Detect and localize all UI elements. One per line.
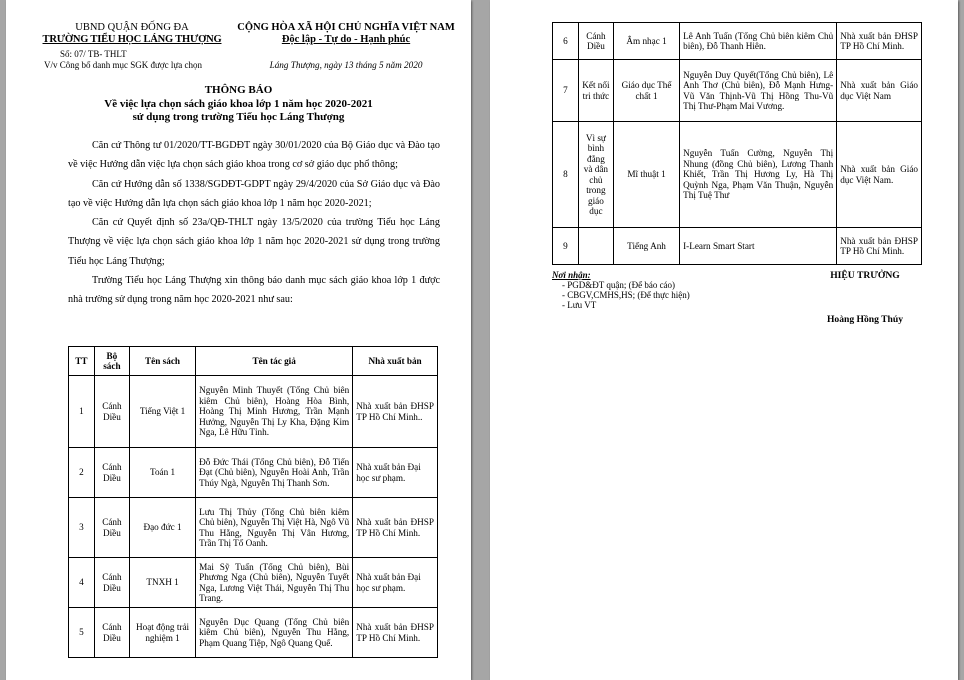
table-row [69,558,438,608]
notice-subtitle-1: Về việc lựa chọn sách giáo khoa lớp 1 năm học 2020-2021 [104,98,373,110]
cell-nxb: Nhà xuất bản ĐHSP TP Hồ Chí Minh. [837,228,922,265]
cell-bo-sach: Cánh Diều [94,448,129,498]
paragraph-3: Căn cứ Quyết định số 23a/QĐ-THLT ngày 13/5/2020 của trường Tiểu học Láng Thượng về việc lựa chọn sách giáo khoa lớp 1 năm học 2020-2021 sử dụng trong trường Tiểu học Láng Thượng; [68,217,440,267]
cell-nxb: Nhà xuất bản Đại học sư phạm. [353,558,438,608]
recipient-item: - Lưu VT [562,300,597,310]
cell-ten-sach: Tiếng Anh [613,228,679,265]
cell-ten-sach: Toán 1 [129,448,195,498]
org-line2: TRƯỜNG TIỂU HỌC LÁNG THƯỢNG [42,34,222,45]
header-tac-gia: Tên tác giả [196,347,353,376]
cell-tac-gia: Nguyễn Tuấn Cường, Nguyễn Thị Nhung (đồng Chủ biên), Lương Thanh Khiết, Trần Thị Hương Ly, Hà Thị Quỳnh Nga, Phạm Văn Thuận, Nguyễn Thị Tuệ Thư [680,122,837,228]
cell-tt: 7 [553,60,579,122]
table-row [553,23,922,60]
org-line1: UBND QUẬN ĐỐNG ĐA [75,22,189,33]
table-row [553,228,922,265]
date-line: Láng Thượng, ngày 13 tháng 5 năm 2020 [269,60,423,70]
notice-body [68,136,440,310]
header-ten-sach: Tên sách [129,347,195,376]
cell-bo-sach: Cánh Diều [94,558,129,608]
cell-ten-sach: TNXH 1 [129,558,195,608]
cell-tt: 8 [553,122,579,228]
cell-ten-sach: Đạo đức 1 [129,498,195,558]
cell-bo-sach: Kết nối tri thức [578,60,613,122]
cell-tac-gia: Lê Anh Tuấn (Tổng Chủ biên kiêm Chủ biên), Đỗ Thanh Hiên. [680,23,837,60]
document-page-1 [6,0,471,680]
cell-tac-gia: Nguyễn Duy Quyết(Tổng Chủ biên), Lê Anh Thơ (Chủ biên), Đỗ Mạnh Hưng-Vũ Văn Thịnh-Vũ Thị Hồng Thu-Vũ Thị Thư-Phạm Mai Vương. [680,60,837,122]
recipients-label: Nơi nhận: [552,270,591,280]
cell-tt: 4 [69,558,95,608]
book-table-continued [552,22,922,265]
recipients-block [552,270,752,310]
cell-tac-gia: Lưu Thị Thủy (Tổng Chủ biên kiêm Chủ biên), Nguyễn Thị Việt Hà, Ngô Vũ Thu Hằng, Nguyễn Thị Vân Hương, Trần Thị Tố Oanh. [196,498,353,558]
cell-tt: 6 [553,23,579,60]
table-row [69,448,438,498]
cell-tac-gia: Đỗ Đức Thái (Tổng Chủ biên), Đỗ Tiến Đạt (Chủ biên), Nguyễn Hoài Anh, Trần Thúy Ngà, Nguyễn Thị Thanh Sơn. [196,448,353,498]
table-row [553,60,922,122]
notice-subtitle-2: sử dụng trong trường Tiểu học Láng Thượng [132,111,345,123]
cell-ten-sach: Giáo dục Thể chất 1 [613,60,679,122]
cell-bo-sach: Cánh Diều [578,23,613,60]
cell-bo-sach: Cánh Diều [94,608,129,658]
cell-bo-sach: Vì sự bình đẳng và dân chủ trong giáo dục [578,122,613,228]
header-bo-sach: Bộ sách [94,347,129,376]
subject-line: V/v Công bố danh mục SGK được lựa chọn [44,60,202,70]
recipient-item: - CBGV,CMHS,HS; (Để thực hiện) [562,290,690,300]
cell-nxb: Nhà xuất bản Giáo dục Việt Nam [837,60,922,122]
recipient-item: - PGD&ĐT quận; (Để báo cáo) [562,280,676,290]
cell-ten-sach: Âm nhạc 1 [613,23,679,60]
cell-nxb: Nhà xuất bản ĐHSP TP Hồ Chí Minh. [837,23,922,60]
cell-ten-sach: Hoạt động trải nghiệm 1 [129,608,195,658]
header-tt: TT [69,347,95,376]
table-row [69,376,438,448]
cell-tac-gia: Nguyễn Minh Thuyết (Tổng Chủ biên kiêm Chủ biên), Hoàng Hòa Bình, Hoàng Thị Minh Hương, Trần Mạnh Hưởng, Nguyễn Thị Ly Kha, Đặng Kim Nga, Lê Hữu Tỉnh. [196,376,353,448]
table-row [69,608,438,658]
ref-number: Số: 07/ TB- THLT [60,49,127,59]
cell-ten-sach: Tiếng Việt 1 [129,376,195,448]
cell-tac-gia: I-Learn Smart Start [680,228,837,265]
motto-line: Độc lập - Tự do - Hạnh phúc [281,34,411,45]
notice-title: THÔNG BÁO [204,84,273,96]
book-table [68,346,438,658]
paragraph-1: Căn cứ Thông tư 01/2020/TT-BGDĐT ngày 30/01/2020 của Bộ Giáo dục và Đào tạo về việc Hướng dẫn việc lựa chọn sách giáo khoa trong cơ sở giáo dục phổ thông; [68,140,440,171]
cell-nxb: Nhà xuất bản ĐHSP TP Hồ Chí Minh.. [353,376,438,448]
header-nxb: Nhà xuất bản [353,347,438,376]
cell-nxb: Nhà xuất bản Đại học sư phạm. [353,448,438,498]
cell-tt: 9 [553,228,579,265]
table-row [553,122,922,228]
nation-line: CỘNG HÒA XÃ HỘI CHỦ NGHĨA VIỆT NAM [237,22,455,33]
cell-tt: 5 [69,608,95,658]
cell-ten-sach: Mĩ thuật 1 [613,122,679,228]
cell-tt: 1 [69,376,95,448]
header-right [236,22,456,46]
cell-nxb: Nhà xuất bản ĐHSP TP Hồ Chí Minh. [353,608,438,658]
cell-tac-gia: Nguyễn Dục Quang (Tổng Chủ biên kiêm Chủ biên), Nguyễn Thu Hằng, Phạm Quang Tiệp, Ngô Quang Quế. [196,608,353,658]
paragraph-4: Trường Tiểu học Láng Thượng xin thông báo danh mục sách giáo khoa lớp 1 được nhà trường sử dụng trong năm học 2020-2021 như sau: [68,275,440,306]
cell-bo-sach [578,228,613,265]
signature-name: Hoàng Hồng Thúy [826,314,904,325]
paragraph-2: Căn cứ Hướng dẫn số 1338/SGDĐT-GDPT ngày 29/4/2020 của Sở Giáo dục và Đào tạo về việc Hướng dẫn lựa chọn sách giáo khoa lớp 1 năm học 2020-2021; [68,178,440,209]
cell-bo-sach: Cánh Diều [94,376,129,448]
cell-tt: 3 [69,498,95,558]
signature-role: HIỆU TRƯỞNG [830,270,900,281]
document-page-2 [490,0,958,680]
table-header-row [69,347,438,376]
cell-tt: 2 [69,448,95,498]
cell-nxb: Nhà xuất bản Giáo dục Việt Nam. [837,122,922,228]
cell-bo-sach: Cánh Diều [94,498,129,558]
cell-nxb: Nhà xuất bản ĐHSP TP Hồ Chí Minh. [353,498,438,558]
table-row [69,498,438,558]
cell-tac-gia: Mai Sỹ Tuấn (Tổng Chủ biên), Bùi Phương Nga (Chủ biên), Nguyễn Tuyết Nga, Lương Việt Thái, Nguyễn Thị Thu Trang. [196,558,353,608]
header-left [32,22,232,71]
